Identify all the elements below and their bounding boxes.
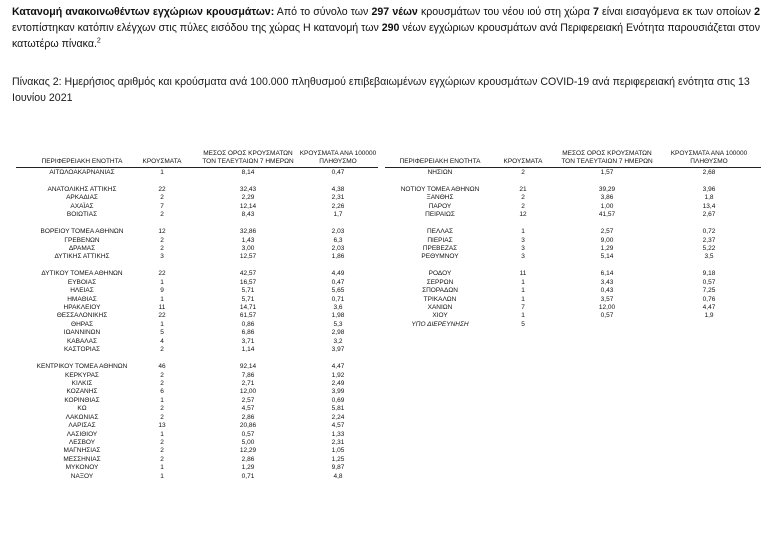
- row-cases: 2: [160, 194, 164, 202]
- row-avg: 3,86: [600, 194, 614, 202]
- table-row: [16, 245, 378, 253]
- row-cases: 2: [521, 169, 525, 176]
- row-region: ΚΩ: [77, 405, 87, 413]
- row-cases: 6: [160, 388, 164, 396]
- row-cases: 2: [160, 346, 164, 354]
- row-avg: 12,57: [239, 253, 257, 261]
- row-cases: 1: [160, 320, 164, 328]
- table-row: [16, 203, 378, 211]
- row-region: ΠΕΙΡΑΙΩΣ: [425, 211, 455, 219]
- row-cases: 2: [521, 194, 525, 202]
- row-per100k: 6,3: [333, 236, 343, 244]
- row-region: ΚΙΛΚΙΣ: [71, 379, 93, 387]
- right-table: [385, 135, 761, 375]
- row-region: ΛΑΚΩΝΙΑΣ: [65, 413, 99, 421]
- table-row: [16, 431, 378, 439]
- table-row: [16, 473, 378, 481]
- row-cases: 5: [521, 320, 525, 328]
- row-region: ΡΕΘΥΜΝΟΥ: [421, 253, 459, 261]
- intro-text: Από το σύνολο των: [274, 6, 372, 18]
- row-cases: 2: [160, 211, 164, 219]
- row-avg: 20,86: [239, 422, 257, 430]
- row-avg: 12,00: [598, 304, 616, 311]
- row-avg: 1,57: [600, 169, 614, 176]
- table-row: [385, 211, 761, 219]
- row-per100k: 4,57: [331, 422, 345, 430]
- row-per100k: 7,25: [702, 287, 716, 295]
- row-cases: 2: [160, 244, 164, 252]
- row-per100k: 2,24: [331, 413, 345, 421]
- row-region: ΛΕΣΒΟΥ: [68, 439, 96, 446]
- row-avg: 39,29: [598, 185, 616, 193]
- row-cases: 11: [519, 270, 527, 278]
- row-avg: 92,14: [239, 363, 257, 371]
- row-cases: 4: [160, 337, 164, 345]
- row-region: ΚΟΡΙΝΘΙΑΣ: [64, 396, 100, 404]
- row-per100k: 0,47: [331, 278, 345, 286]
- row-per100k: 4,49: [331, 270, 345, 278]
- header-per100k: ΚΡΟΥΣΜΑΤΑ ΑΝΑ 100000 ΠΛΗΘΥΣΜΟ: [670, 150, 748, 165]
- table-row: [16, 363, 378, 371]
- row-avg: 1,43: [241, 236, 255, 244]
- table-row: [16, 346, 378, 354]
- row-region: ΚΕΝΤΡΙΚΟΥ ΤΟΜΕΑ ΑΘΗΝΩΝ: [36, 363, 128, 371]
- row-region: ΗΡΑΚΛΕΙΟΥ: [63, 304, 101, 311]
- row-region: ΧΑΝΙΩΝ: [427, 304, 453, 311]
- table-row: [16, 237, 378, 245]
- row-avg: 8,43: [241, 211, 255, 219]
- row-region: ΛΑΡΙΣΑΣ: [68, 422, 96, 430]
- row-cases: 7: [521, 304, 525, 311]
- header-avg: ΜΕΣΟΣ ΟΡΟΣ ΚΡΟΥΣΜΑΤΩΝ ΤΟΝ ΤΕΛΕΥΤΑΙΩΝ 7 ΗΜΕΡΩΝ: [202, 150, 294, 165]
- row-avg: 2,86: [241, 455, 255, 463]
- row-spacer: [16, 355, 378, 363]
- row-avg: 5,00: [241, 439, 255, 446]
- table-row: [16, 464, 378, 472]
- row-avg: 3,57: [600, 295, 614, 303]
- row-per100k: 0,71: [331, 295, 345, 303]
- table-row: [16, 304, 378, 312]
- table-row: [385, 169, 761, 177]
- table-row: [16, 211, 378, 219]
- row-region: ΑΝΑΤΟΛΙΚΗΣ ΑΤΤΙΚΗΣ: [47, 185, 117, 193]
- row-region: ΡΟΔΟΥ: [428, 270, 452, 278]
- row-avg: 0,71: [241, 472, 255, 480]
- row-cases: 7: [160, 202, 164, 210]
- row-cases: 3: [160, 253, 164, 261]
- row-avg: 1,00: [600, 202, 614, 210]
- row-cases: 1: [160, 430, 164, 438]
- row-region: ΠΑΡΟΥ: [428, 202, 452, 210]
- row-avg: 3,71: [241, 337, 255, 345]
- row-region: ΔΥΤΙΚΟΥ ΤΟΜΕΑ ΑΘΗΝΩΝ: [41, 270, 123, 278]
- right-table-body: [385, 169, 761, 329]
- row-region: ΧΙΟΥ: [432, 312, 448, 320]
- row-avg: 3,00: [241, 244, 255, 252]
- intro-domestic-count: 290: [381, 22, 400, 34]
- table-row: [385, 287, 761, 295]
- intro-total-count: 297 νέων: [371, 6, 418, 18]
- row-per100k: 2,37: [702, 236, 716, 244]
- header-avg: ΜΕΣΟΣ ΟΡΟΣ ΚΡΟΥΣΜΑΤΩΝ ΤΟΝ ΤΕΛΕΥΤΑΙΩΝ 7 ΗΜΕΡΩΝ: [561, 150, 653, 165]
- table-row: [385, 228, 761, 236]
- row-avg: 0,86: [241, 320, 255, 328]
- header-cases: ΚΡΟΥΣΜΑΤΑ: [503, 157, 543, 165]
- row-spacer: [385, 220, 761, 228]
- table-row: [385, 194, 761, 202]
- row-cases: 2: [521, 202, 525, 210]
- table-row: [16, 414, 378, 422]
- table-row: [16, 397, 378, 405]
- row-cases: 22: [158, 312, 166, 320]
- row-region: ΝΗΣΙΩΝ: [427, 169, 453, 176]
- table-row: [16, 372, 378, 380]
- row-region: ΗΜΑΘΙΑΣ: [67, 295, 97, 303]
- row-per100k: 1,33: [331, 430, 345, 438]
- row-per100k: 5,81: [331, 405, 345, 413]
- row-avg: 3,43: [600, 278, 614, 286]
- row-region: ΠΙΕΡΙΑΣ: [427, 236, 453, 244]
- row-cases: 2: [160, 439, 164, 446]
- table-row: [16, 321, 378, 329]
- row-avg: 32,86: [239, 228, 257, 236]
- row-avg: 42,57: [239, 270, 257, 278]
- row-cases: 2: [160, 405, 164, 413]
- row-avg: 1,14: [241, 346, 255, 354]
- row-per100k: 2,98: [331, 329, 345, 337]
- row-cases: 1: [521, 312, 525, 320]
- row-cases: 5: [160, 329, 164, 337]
- row-per100k: 2,49: [331, 379, 345, 387]
- row-region: ΕΥΒΟΙΑΣ: [67, 278, 97, 286]
- row-per100k: 1,25: [331, 455, 345, 463]
- header-region: ΠΕΡΙΦΕΡΕΙΑΚΗ ΕΝΟΤΗΤΑ: [399, 157, 481, 165]
- table-row: [16, 279, 378, 287]
- row-region: ΚΑΣΤΟΡΙΑΣ: [63, 346, 101, 354]
- row-per100k: 3,5: [704, 253, 714, 261]
- row-per100k: 1,86: [331, 253, 345, 261]
- row-cases: 2: [160, 413, 164, 421]
- table-row: [16, 270, 378, 278]
- right-table-header: [385, 135, 761, 168]
- row-avg: 0,57: [241, 430, 255, 438]
- row-per100k: 1,7: [333, 211, 343, 219]
- row-per100k: 3,99: [331, 388, 345, 396]
- row-per100k: 4,38: [331, 185, 345, 193]
- intro-text: νέων εγχώριων κρουσμάτων ανά Περιφερειακή Ενότητα παρουσιάζεται στον κατωτέρω πίνακα.: [12, 22, 760, 50]
- row-avg: 1,29: [600, 244, 614, 252]
- table-row: [16, 186, 378, 194]
- row-region: ΑΙΤΩΛΟΑΚΑΡΝΑΝΙΑΣ: [49, 169, 115, 176]
- row-avg: 5,71: [241, 287, 255, 295]
- row-region: ΒΟΡΕΙΟΥ ΤΟΜΕΑ ΑΘΗΝΩΝ: [40, 228, 124, 236]
- table-row: [16, 338, 378, 346]
- row-region: ΛΑΣΙΘΙΟΥ: [66, 430, 98, 438]
- table-row: [385, 186, 761, 194]
- row-region: ΜΕΣΣΗΝΙΑΣ: [63, 455, 101, 463]
- table-row: [385, 279, 761, 287]
- table-row: [385, 321, 761, 329]
- row-region: ΥΠΟ ΔΙΕΡΕΥΝΗΣΗ: [411, 320, 469, 328]
- row-cases: 1: [160, 169, 164, 176]
- table-row: [16, 405, 378, 413]
- table-row: [385, 245, 761, 253]
- row-spacer: [16, 177, 378, 185]
- row-avg: 2,57: [241, 396, 255, 404]
- row-region: ΠΡΕΒΕΖΑΣ: [422, 244, 458, 252]
- row-avg: 14,71: [239, 304, 257, 311]
- row-avg: 61,57: [239, 312, 257, 320]
- row-avg: 7,86: [241, 371, 255, 379]
- table-row: [385, 304, 761, 312]
- row-cases: 21: [519, 185, 527, 193]
- row-cases: 46: [158, 363, 166, 371]
- row-per100k: 3,96: [702, 185, 716, 193]
- row-avg: 12,29: [239, 447, 257, 455]
- row-per100k: 4,47: [331, 363, 345, 371]
- row-region: ΑΧΑΪΑΣ: [70, 202, 94, 210]
- row-avg: 0,57: [600, 312, 614, 320]
- row-cases: 22: [158, 185, 166, 193]
- intro-heading: Κατανομή ανακοινωθέντων εγχώριων κρουσμάτων:: [12, 6, 275, 18]
- row-per100k: 9,18: [702, 270, 716, 278]
- row-cases: 1: [160, 278, 164, 286]
- row-avg: 2,86: [241, 413, 255, 421]
- row-per100k: 2,26: [331, 202, 345, 210]
- left-table-body: [16, 169, 378, 481]
- row-per100k: 3,6: [333, 304, 343, 311]
- row-region: ΣΕΡΡΩΝ: [426, 278, 454, 286]
- row-per100k: 5,65: [331, 287, 345, 295]
- row-per100k: 0,69: [331, 396, 345, 404]
- row-per100k: 1,9: [704, 312, 714, 320]
- row-region: ΠΕΛΛΑΣ: [426, 228, 454, 236]
- table-row: [16, 228, 378, 236]
- table-row: [385, 237, 761, 245]
- row-avg: 5,14: [600, 253, 614, 261]
- row-region: ΚΕΡΚΥΡΑΣ: [65, 371, 99, 379]
- row-per100k: 2,03: [331, 228, 345, 236]
- row-cases: 2: [160, 236, 164, 244]
- row-per100k: 3,2: [333, 337, 343, 345]
- row-per100k: 1,05: [331, 447, 345, 455]
- row-per100k: 0,76: [702, 295, 716, 303]
- header-cases: ΚΡΟΥΣΜΑΤΑ: [142, 157, 182, 165]
- row-cases: 22: [158, 270, 166, 278]
- row-region: ΣΠΟΡΑΔΩΝ: [422, 287, 458, 295]
- row-avg: 2,29: [241, 194, 255, 202]
- row-per100k: 0,47: [331, 169, 345, 176]
- table-row: [16, 388, 378, 396]
- row-avg: 16,57: [239, 278, 257, 286]
- row-avg: 2,57: [600, 228, 614, 236]
- intro-text: είναι εισαγόμενα εκ των οποίων: [598, 6, 755, 18]
- row-spacer: [16, 262, 378, 270]
- row-region: ΜΥΚΟΝΟΥ: [65, 464, 99, 472]
- row-region: ΞΑΝΘΗΣ: [426, 194, 454, 202]
- row-per100k: 1,98: [331, 312, 345, 320]
- row-region: ΔΥΤΙΚΗΣ ΑΤΤΙΚΗΣ: [54, 253, 110, 261]
- row-cases: 13: [158, 422, 166, 430]
- row-cases: 2: [160, 455, 164, 463]
- intro-paragraph: [12, 4, 760, 52]
- table-row: [385, 253, 761, 261]
- row-cases: 11: [158, 304, 166, 311]
- row-cases: 1: [160, 396, 164, 404]
- row-region: ΙΩΑΝΝΙΝΩΝ: [63, 329, 101, 337]
- row-per100k: 13,4: [702, 202, 716, 210]
- table-row: [385, 270, 761, 278]
- row-cases: 1: [521, 287, 525, 295]
- row-avg: 1,29: [241, 464, 255, 472]
- left-table-header: [16, 135, 378, 168]
- row-avg: 6,86: [241, 329, 255, 337]
- row-cases: 1: [521, 228, 525, 236]
- table-row: [16, 194, 378, 202]
- table-row: [16, 296, 378, 304]
- row-per100k: 3,97: [331, 346, 345, 354]
- row-cases: 9: [160, 287, 164, 295]
- row-per100k: 2,68: [702, 169, 716, 176]
- row-cases: 1: [521, 278, 525, 286]
- intro-gates-count: 2: [754, 6, 760, 18]
- row-per100k: 9,87: [331, 464, 345, 472]
- row-region: ΤΡΙΚΑΛΩΝ: [423, 295, 457, 303]
- header-region: ΠΕΡΙΦΕΡΕΙΑΚΗ ΕΝΟΤΗΤΑ: [41, 157, 123, 165]
- row-region: ΝΑΞΟΥ: [70, 472, 94, 480]
- row-cases: 1: [521, 295, 525, 303]
- row-cases: 3: [521, 236, 525, 244]
- table-row: [16, 253, 378, 261]
- row-avg: 8,14: [241, 169, 255, 176]
- row-per100k: 4,47: [702, 304, 716, 311]
- table-row: [16, 169, 378, 177]
- row-per100k: 2,31: [331, 439, 345, 446]
- row-region: ΚΟΖΑΝΗΣ: [66, 388, 98, 396]
- row-cases: 2: [160, 379, 164, 387]
- row-region: ΚΑΒΑΛΑΣ: [66, 337, 98, 345]
- row-spacer: [385, 177, 761, 185]
- row-region: ΑΡΚΑΔΙΑΣ: [66, 194, 98, 202]
- row-region: ΘΗΡΑΣ: [71, 320, 93, 328]
- row-cases: 1: [160, 472, 164, 480]
- table-row: [16, 380, 378, 388]
- row-avg: 2,71: [241, 379, 255, 387]
- row-per100k: 2,03: [331, 244, 345, 252]
- row-cases: 1: [160, 295, 164, 303]
- table-row: [16, 329, 378, 337]
- row-avg: 41,57: [598, 211, 616, 219]
- row-avg: 5,71: [241, 295, 255, 303]
- table-row: [385, 203, 761, 211]
- row-cases: 3: [521, 244, 525, 252]
- row-spacer: [16, 220, 378, 228]
- row-spacer: [385, 262, 761, 270]
- row-avg: 12,14: [239, 202, 257, 210]
- row-per100k: 0,57: [702, 278, 716, 286]
- row-avg: 32,43: [239, 185, 257, 193]
- row-avg: 0,43: [600, 287, 614, 295]
- left-table: [16, 135, 378, 535]
- row-region: ΔΡΑΜΑΣ: [68, 244, 96, 252]
- intro-imported-count: 7: [592, 6, 599, 18]
- row-region: ΓΡΕΒΕΝΩΝ: [64, 236, 100, 244]
- row-per100k: 0,72: [702, 228, 716, 236]
- row-cases: 12: [158, 228, 166, 236]
- row-per100k: 1,8: [704, 194, 714, 202]
- row-avg: 12,00: [239, 388, 257, 396]
- row-avg: 6,14: [600, 270, 614, 278]
- row-per100k: 2,67: [702, 211, 716, 219]
- row-region: ΗΛΕΙΑΣ: [70, 287, 94, 295]
- row-avg: 4,57: [241, 405, 255, 413]
- header-per100k: ΚΡΟΥΣΜΑΤΑ ΑΝΑ 100000 ΠΛΗΘΥΣΜΟ: [299, 150, 377, 165]
- intro-text: εντοπίστηκαν κατόπιν ελέγχων στις πύλες εισόδου της χώρας Η κατανομή των: [12, 22, 382, 34]
- row-per100k: 5,22: [702, 244, 716, 252]
- table-row: [16, 447, 378, 455]
- row-per100k: 1,92: [331, 371, 345, 379]
- footnote-marker: 2: [96, 37, 101, 45]
- table-row: [16, 312, 378, 320]
- row-region: ΒΟΙΩΤΙΑΣ: [66, 211, 98, 219]
- row-cases: 2: [160, 447, 164, 455]
- intro-text: κρουσμάτων του νέου ιού στη χώρα: [417, 6, 593, 18]
- row-region: ΘΕΣΣΑΛΟΝΙΚΗΣ: [56, 312, 108, 320]
- row-region: ΝΟΤΙΟΥ ΤΟΜΕΑ ΑΘΗΝΩΝ: [400, 185, 480, 193]
- row-avg: 9,00: [600, 236, 614, 244]
- row-per100k: 2,31: [331, 194, 345, 202]
- table-row: [385, 312, 761, 320]
- table-row: [16, 456, 378, 464]
- table-row: [16, 422, 378, 430]
- row-cases: 3: [521, 253, 525, 261]
- table-caption: Πίνακας 2: Ημερήσιος αριθμός και κρούσματα ανά 100.000 πληθυσμού επιβεβαιωμένων εγχώριων κρουσμάτων COVID-19 ανά περιφερειακή ενότητα στις 13 Ιουνίου 2021: [12, 76, 750, 104]
- table-row: [16, 287, 378, 295]
- row-cases: 2: [160, 371, 164, 379]
- row-per100k: 4,8: [333, 472, 343, 480]
- row-per100k: 5,3: [333, 320, 343, 328]
- table-row: [385, 296, 761, 304]
- table-row: [16, 439, 378, 447]
- row-region: ΜΑΓΝΗΣΙΑΣ: [63, 447, 101, 455]
- row-cases: 1: [160, 464, 164, 472]
- row-cases: 12: [519, 211, 527, 219]
